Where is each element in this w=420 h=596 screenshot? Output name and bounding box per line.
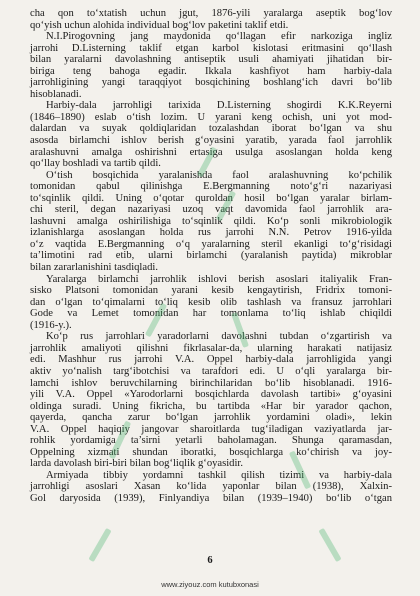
text-line: asosda birlamchi ishlov berish g‘oyasini yaratib, yarada faol jarrohlik [30, 135, 392, 147]
text-line: chi steril, degan nazariyasi uzoq vaqt davomida faol jarrohlik ara- [30, 204, 392, 216]
text-line: Gol daryosida (1939), Finlyandiya bilan (1939–1940) bo‘lib o‘tgan [30, 492, 392, 504]
text-line: bilan zararlanishini tasdiqladi. [30, 262, 158, 274]
text-line: o‘z vaqtida E.Bergmanning o‘q yaralarning steril ekanligi to‘g‘risidagi [30, 238, 392, 250]
text-line: izlanishlarga asoslangan holda rus jarrohi N.N. Petrov 1916-yilda [30, 227, 392, 239]
page-body [30, 8, 392, 505]
text-line: oldinga suradi. Uning fikricha, bu tartibda «Har bir yarador qachon, [30, 400, 392, 412]
text-line: ta’limotini rad etib, ularni birlamchi (yaralanish paytida) mikroblar [30, 250, 392, 262]
text-line: Oppelning xizmati shundan iboratki, bosqichlarga ko‘chirish va joy- [30, 446, 392, 458]
text-line: dan o‘lgan to‘qimalarni to‘liq kesib olib tashlash va fransuz jarrohlari [30, 296, 392, 308]
text-line: Ko‘p rus jarrohlari yaradorlarni davolashni tubdan o‘zgartirish va [46, 331, 392, 343]
text-line: sisko Platsoni tomonidan yarani kesib kengaytirish, Fridrix tomoni- [30, 285, 392, 297]
text-line: edi. Mashhur rus jarrohi V.A. Oppel harbiy-dala jarrohligida yangi [30, 354, 392, 366]
text-line: O‘tish bosqichida yaralanishda faol aralashuvning ko‘pchilik [46, 169, 392, 181]
paragraph [30, 470, 392, 505]
page-number: 6 [207, 555, 213, 566]
footer-source: www.ziyouz.com kutubxonasi [161, 580, 259, 589]
text-line: Armiyada tibbiy yordamni tashkil qilish tizimi va harbiy-dala [46, 469, 392, 481]
text-line: Yaralarga birlamchi jarrohlik ishlovi berish asoslari italiyalik Fran- [46, 273, 392, 285]
text-line: V.A. Oppel haqiqiy jangovar sharoitlarda tug‘iladigan vaziyatlarda jar- [30, 423, 392, 435]
text-line: hisoblanadi. [30, 88, 82, 100]
text-line: qo‘yish uchun alohida individual bog‘lov paketini taklif etdi. [30, 19, 289, 31]
text-line: lamchi ishlov beruvchilarning birinchilaridan bo‘lib hisoblanadi. 1916- [30, 377, 392, 389]
text-line: rohlik yordamiga ta’sirni yetarli baholamagan. Shunga qaramasdan, [30, 435, 392, 447]
paragraph [30, 8, 392, 31]
text-line: qo‘llay boshladi va tartib qildi. [30, 158, 161, 170]
text-line: bilan yaralarni davolashning antiseptik usuli ahamiyati jihatidan bir- [30, 54, 392, 66]
text-line: cha qon to‘xtatish uchun jgut, 1876-yili yaralarga aseptik bog‘lov [30, 8, 392, 19]
text-line: tomonidan qabul qilinishga E.Bergmanning noto‘g‘ri nazariyasi [30, 181, 392, 193]
text-line: N.I.Pirogovning jang maydonida qo‘llagan efir narkoziga ingliz [46, 31, 392, 43]
text-line: jarrohlik amaliyoti qilishni fikrlasalar-da, ularning harakati natijasiz [30, 342, 392, 354]
text-line: (1846–1890) eslab o‘tish lozim. U yarani keng ochish, uni yot mod- [30, 111, 392, 123]
text-line: dalardan va suyak qoldiqlaridan tozalashdan iborat bo‘lgan va shu [30, 123, 392, 135]
text-line: jarrohligi asoslari Xasan ko‘lida yaponlar bilan (1938), Xalxin- [30, 481, 392, 493]
text-line: jarrohi D.Listerning taklif etgan karbol kislotasi eritmasini qo‘llash [30, 42, 392, 54]
text-line: yili V.A. Oppel «Yarodorlarni bosqichlarda davolash tartibi» g‘oyasini [30, 389, 392, 401]
text-line: qayerda, qancha zarur bo‘lgan jarrohlik yordamini oladi», lekin [30, 412, 392, 424]
text-line: lashuvni amalga oshirilishiga to‘sqinlik qildi. Ko‘p sonli mikrobiologik [30, 215, 392, 227]
text-line: larda davolash biri-biri bilan bog‘liqlik g‘oyasidir. [30, 458, 244, 470]
text-line: biriga teng bahoga egadir. Ikkala kashfiyot ham harbiy-dala [30, 65, 392, 77]
paragraph [30, 31, 392, 100]
text-line: Harbiy-dala jarrohligi tarixida D.Listerning shogirdi K.K.Reyerni [46, 100, 392, 112]
paragraph [30, 331, 392, 470]
paragraph [30, 274, 392, 332]
text-line: Gode va Lemet tomonidan har tomonlama to‘liq ishlab chiqildi [30, 308, 392, 320]
text-line: jarrohligining yangi taraqqiyot bosqichining boshlang‘ich davri bo‘lib [30, 77, 392, 89]
text-line: to‘sqinlik qildi. Uning o‘qotar quroldan hosil bo‘lgan yaralar birlam- [30, 192, 392, 204]
text-line: aralashuvni amalga oshirishni ertasiga usulga asoslangan holda keng [30, 146, 392, 158]
paragraph [30, 100, 392, 169]
paragraph [30, 170, 392, 274]
text-line: (1916-y.). [30, 319, 72, 331]
text-line: aktiv yo‘nalish targ‘ibotchisi va tarafdori edi. U o‘qli yaralarga bir- [30, 365, 392, 377]
